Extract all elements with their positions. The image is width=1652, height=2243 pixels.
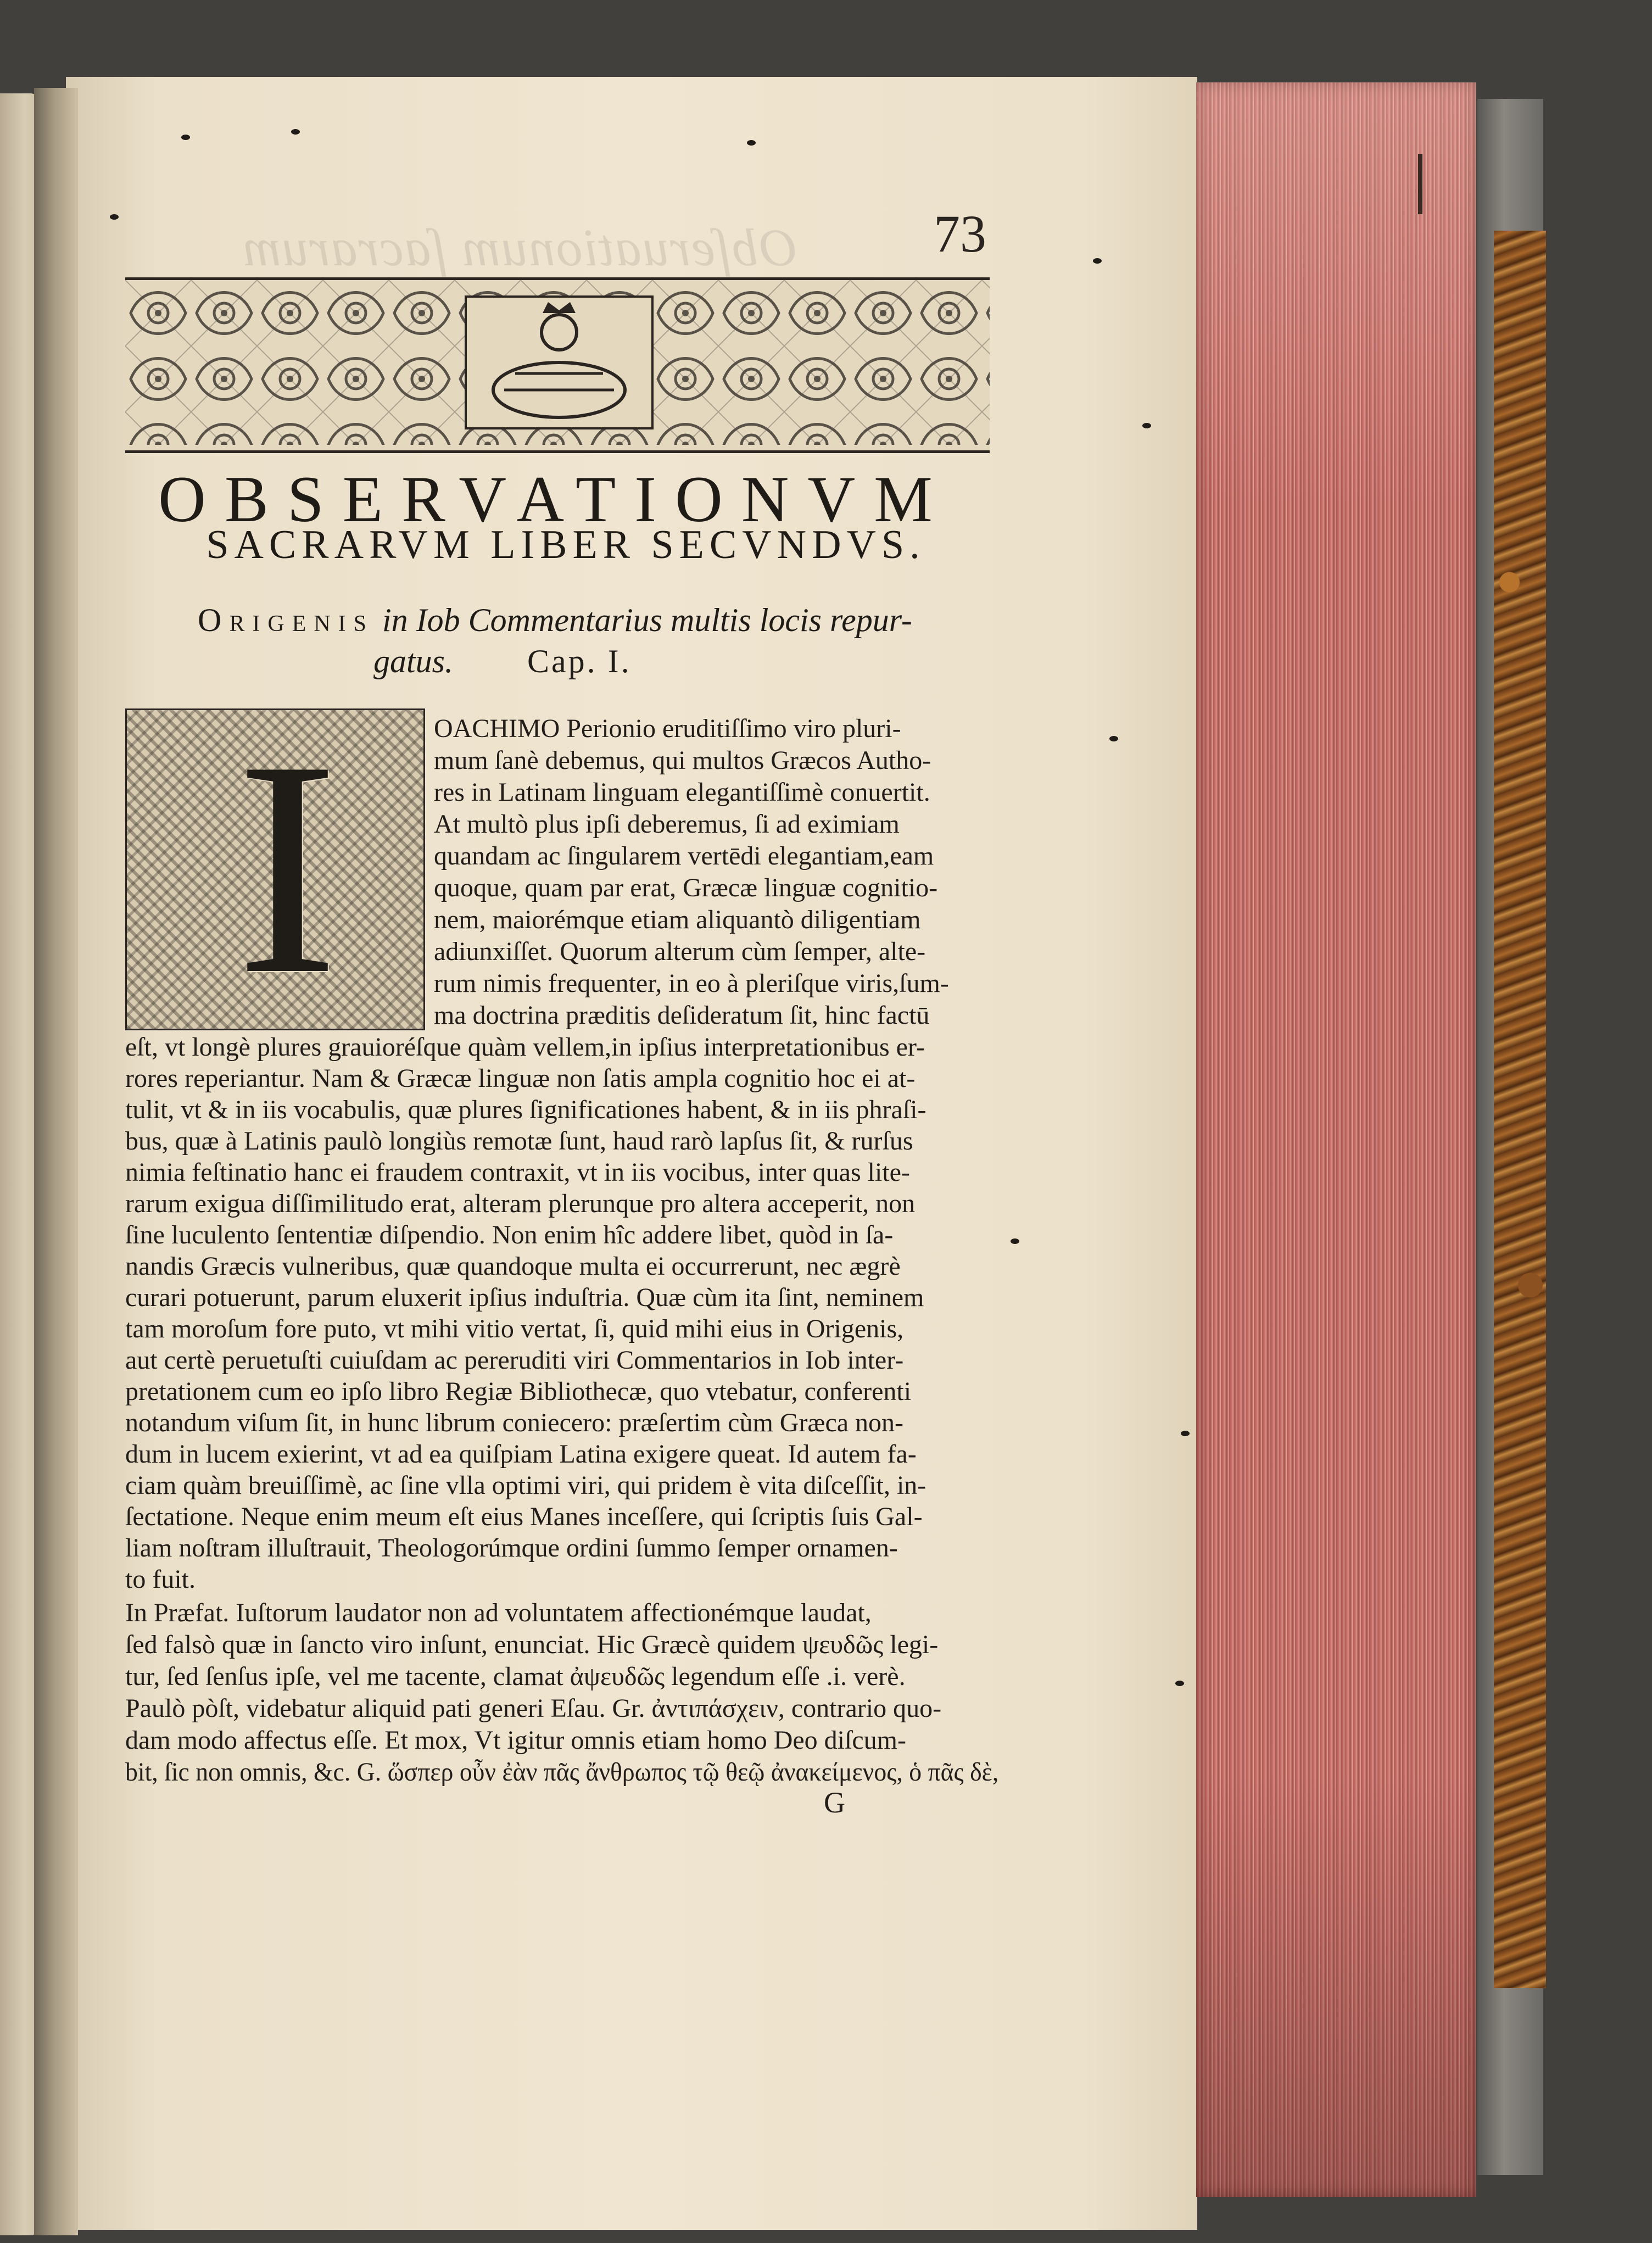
text-line: nandis Græcis vulneribus, quæ quandoque multa ei occurrerunt, nec ægrè	[125, 1252, 901, 1281]
chapter-heading-rest: in Iob Commentarius multis locis repur-	[382, 602, 912, 638]
text-line: tur, ſed ſenſus ipſe, vel me tacente, clamat ἀψευδῶς legendum eſſe .i. verè.	[125, 1662, 906, 1691]
ornamental-headpiece	[125, 277, 990, 453]
text-line: quoque, quam par erat, Græcæ linguæ cognitio-	[434, 873, 938, 902]
text-line: ſed falsò quæ in ſancto viro inſunt, enunciat. Hic Græcè quidem ψευδῶς legi-	[125, 1630, 939, 1659]
chapter-heading-continued	[373, 643, 632, 680]
fore-edge-shade	[1196, 82, 1476, 2197]
headpiece-ornament-icon	[125, 280, 990, 445]
text-line: tam moroſum fore puto, vt mihi vitio vertat, ſi, quid mihi eius in Origenis,	[125, 1314, 904, 1343]
text-line: nimia feſtinatio hanc ei fraudem contraxit, vt in iis vocibus, inter quas lite-	[125, 1158, 910, 1187]
page-speck	[110, 214, 119, 220]
text-line: pretationem cum eo ipſo libro Regiæ Bibliothecæ, quo vtebatur, conferenti	[125, 1377, 912, 1406]
text-line: liam noſtram illuſtrauit, Theologorúmque ordini ſummo ſemper ornamen-	[125, 1533, 898, 1563]
chapter-heading-end: gatus.	[373, 643, 454, 679]
page-speck	[291, 129, 300, 135]
text-line: nem, maiorémque etiam aliquantò diligentiam	[434, 905, 921, 934]
text-line: rores reperiantur. Nam & Græcæ linguæ non ſatis ampla cognitio hoc ei at-	[125, 1064, 916, 1093]
chapter-number: Cap. I.	[527, 643, 632, 679]
text-line: bus, quæ à Latinis paulò longiùs remotæ ſunt, haud rarò lapſus ſit, & rurſus	[125, 1126, 913, 1156]
text-line: adiunxiſſet. Quorum alterum cùm ſemper, alte-	[434, 937, 926, 966]
page-speck	[1093, 258, 1102, 264]
text-line: quandam ac ſingularem vertēdi elegantiam,eam	[434, 841, 934, 871]
text-line: dum in lucem exierint, vt ad ea quiſpiam Latina exigere queat. Id autem fa-	[125, 1439, 917, 1469]
text-line: rum nimis frequenter, in eo à pleriſque viris,ſum-	[434, 969, 949, 998]
initial-letter: I	[236, 698, 339, 1038]
text-line: At multò plus ipſi deberemus, ſi ad eximiam	[434, 810, 900, 839]
text-line: bit, ſic non omnis, &c. G. ὥσπερ οὖν ἐὰν πᾶς ἄνθρωπος τῷ θεῷ ἀνακείμενος, ὁ πᾶς δὲ,	[125, 1757, 999, 1787]
page-speck	[747, 140, 756, 146]
text-line: curari potuerunt, parum eluxerit ipſius induſtria. Quæ cùm ita ſint, neminem	[125, 1283, 924, 1312]
page-speck	[1109, 736, 1118, 741]
marbled-cover-edge	[1494, 231, 1546, 1988]
book-title-line1: OBSERVATIONVM	[158, 462, 951, 535]
book-gutter	[34, 88, 78, 2235]
text-line: eſt, vt longè plures grauioréſque quàm vellem,in ipſius interpretationibus er-	[125, 1033, 925, 1062]
text-line: dam modo affectus eſſe. Et mox, Vt igitur omnis etiam homo Deo diſcum-	[125, 1726, 906, 1755]
fore-edge-mark	[1418, 154, 1422, 214]
text-line: aut certè peruetuſti cuiuſdam ac pereruditi viri Commentarios in Iob inter-	[125, 1346, 904, 1375]
chapter-heading	[198, 601, 912, 639]
text-line: ſine luculento ſententiæ diſpendio. Non enim hîc addere libet, quòd in ſa-	[125, 1220, 894, 1249]
page-speck	[181, 135, 190, 140]
text-line: notandum viſum ſit, in hunc librum coniecero: præſertim cùm Græca non-	[125, 1408, 904, 1437]
text-line: to fuit.	[125, 1565, 196, 1594]
signature-mark: G	[824, 1786, 845, 1819]
text-line: rarum exigua diſſimilitudo erat, alteram plerunque pro altera acceperit, non	[125, 1189, 916, 1218]
text-line: res in Latinam linguam elegantiſſimè conuertit.	[434, 778, 930, 807]
page-speck	[1142, 423, 1151, 428]
page-speck	[1011, 1238, 1019, 1244]
text-line: In Præfat. Iuſtorum laudator non ad voluntatem affectionémque laudat,	[125, 1598, 872, 1627]
show-through-text: Obſeruationum ſacrarum	[242, 218, 797, 277]
text-line: mum ſanè debemus, qui multos Græcos Autho-	[434, 746, 931, 775]
page-speck	[1181, 1431, 1190, 1436]
text-line: ſectatione. Neque enim meum eſt eius Manes inceſſere, qui ſcriptis ſuis Gal-	[125, 1502, 923, 1531]
text-line: ciam quàm breuiſſimè, ac ſine vlla optimi viri, qui pridem è vita diſceſſit, in-	[125, 1471, 927, 1500]
text-line: tulit, vt & in iis vocabulis, quæ plures ſignificationes habent, & in iis phraſi-	[125, 1095, 927, 1124]
page-number: 73	[934, 204, 986, 263]
book-title-line2: SACRARVM LIBER SECVNDVS.	[206, 522, 925, 567]
text-line: Paulò pòſt, videbatur aliquid pati generi Eſau. Gr. ἀντιπάσχειν, contrario quo-	[125, 1694, 942, 1723]
page-speck	[1175, 1681, 1184, 1686]
text-line: ma doctrina præditis deſideratum ſit, hinc factū	[434, 1001, 930, 1030]
text-line: OACHIMO Perionio eruditiſſimo viro pluri-	[434, 714, 901, 743]
chapter-heading-name: Origenis	[198, 602, 374, 638]
